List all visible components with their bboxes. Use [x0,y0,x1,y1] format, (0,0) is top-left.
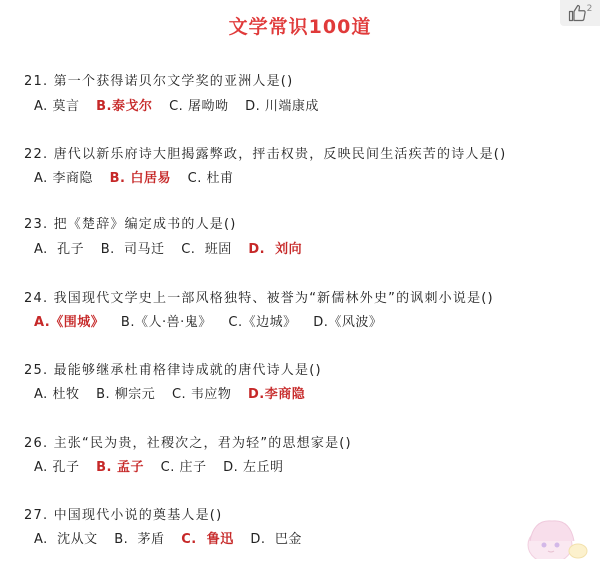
question-21: 21. 第一个获得诺贝尔文学奖的亚洲人是() [24,74,294,89]
option-a: A. 杜牧 [34,387,80,402]
option-c: C. 庄子 [160,460,207,475]
option-a: A. 李商隐 [34,171,93,186]
option-d: D.《风波》 [313,315,383,330]
option-b-correct: B.泰戈尔 [96,99,153,114]
option-d-correct: D. 刘向 [248,242,303,257]
options-26 [34,456,295,475]
question-27: 27. 中国现代小说的奠基人是() [24,508,223,523]
option-c: C.《边城》 [228,315,297,330]
options-23 [34,238,314,257]
option-a-correct: A.《围城》 [34,315,105,330]
question-26: 26. 主张“民为贵，社稷次之，君为轻”的思想家是() [24,436,352,451]
option-c: C. 屠呦呦 [169,99,229,114]
options-27 [34,528,314,547]
option-c: C. 韦应物 [171,387,232,402]
question-25: 25. 最能够继承杜甫格律诗成就的唐代诗人是() [24,363,322,378]
option-d: D. 左丘明 [223,460,284,475]
option-a: A. 莫言 [34,99,80,114]
anime-mascot-icon [520,511,590,559]
question-24: 24. 我国现代文学史上一部风格独特、被誉为“新儒林外史”的讽刺小说是() [24,291,494,306]
option-d: D. 川端康成 [245,99,319,114]
options-21 [34,95,331,114]
option-a: A. 孔子 [34,242,85,257]
option-b: B. 茅盾 [114,532,165,547]
like-button[interactable] [560,0,600,26]
option-c: C. 杜甫 [187,171,234,186]
option-a: A. 沈从文 [34,532,98,547]
thumbs-up-icon [568,4,586,22]
option-b-correct: B. 白居易 [109,171,171,186]
option-c: C. 班固 [181,242,232,257]
question-23: 23. 把《楚辞》编定成书的人是() [24,217,237,232]
option-d-correct: D.李商隐 [247,387,306,402]
option-b: B. 司马迁 [100,242,165,257]
option-d: D. 巴金 [250,532,302,547]
options-24 [34,311,394,330]
option-b-correct: B. 孟子 [96,460,144,475]
like-count: 2 [586,4,593,14]
options-22 [34,167,246,186]
option-b: B.《人·兽·鬼》 [120,315,212,330]
option-b: B. 柳宗元 [96,387,156,402]
options-25 [34,383,317,402]
question-22: 22. 唐代以新乐府诗大胆揭露弊政，抨击权贵，反映民间生活疾苦的诗人是() [24,147,507,162]
option-a: A. 孔子 [34,460,80,475]
option-c-correct: C. 鲁迅 [181,532,234,547]
page-title: 文学常识100道 [228,16,372,38]
